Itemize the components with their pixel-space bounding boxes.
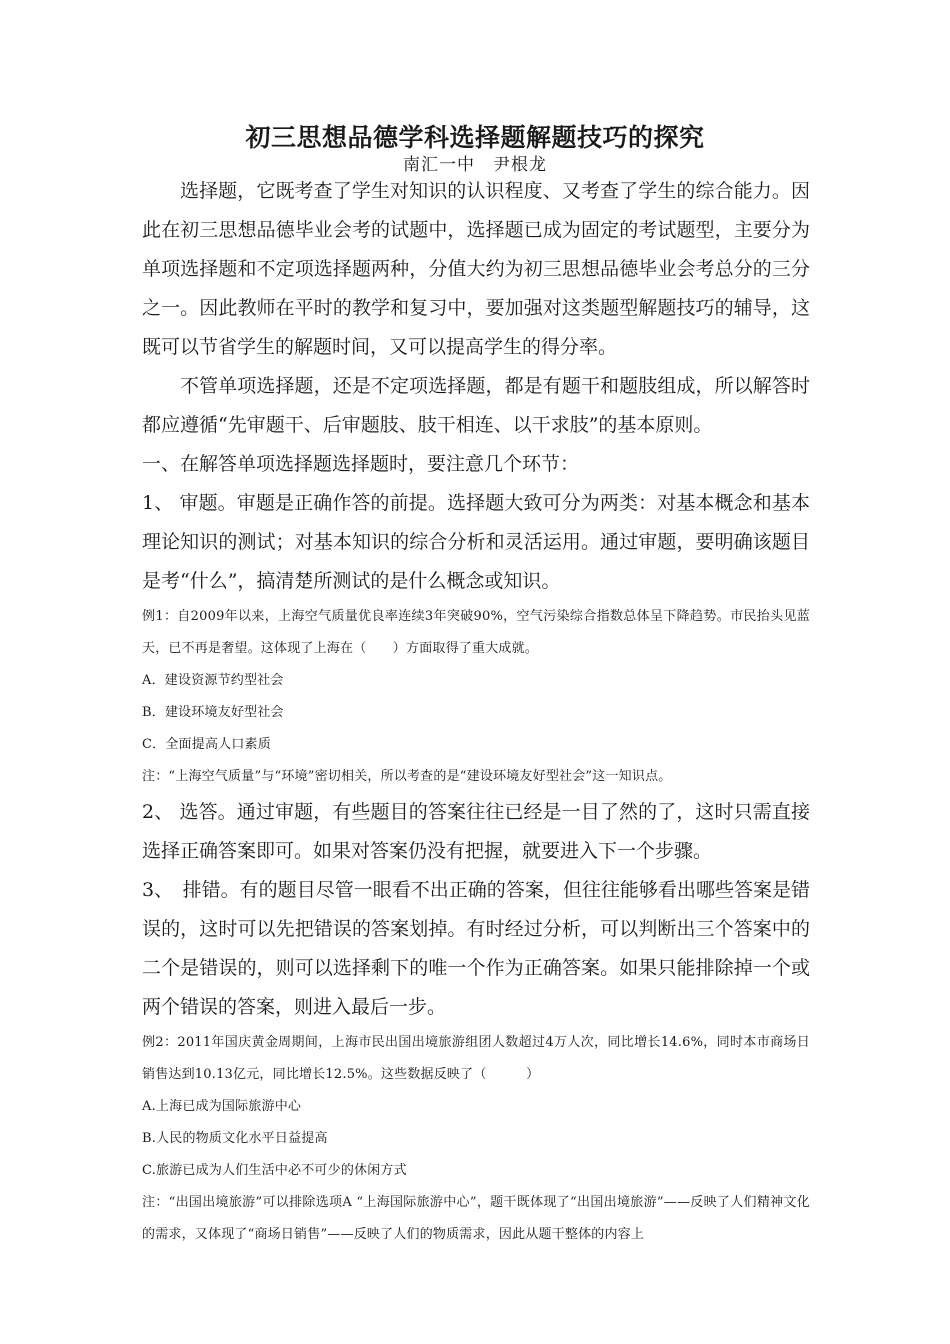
example-2-option-a: A.上海已成为国际旅游中心 bbox=[142, 1099, 302, 1114]
example-2-option-b: B.人民的物质文化水平日益提高 bbox=[142, 1131, 328, 1146]
step-2-paragraph: 2、 选答。通过审题，有些题目的答案往往已经是一目了然的了，这时只需直接选择正确答案即可。如果对答案仍没有把握，就要进入下一个步骤。 bbox=[142, 801, 810, 862]
document-title: 初三思想品德学科选择题解题技巧的探究 bbox=[245, 123, 705, 152]
author-line: 南汇一中 尹根龙 bbox=[403, 155, 547, 175]
principle-paragraph: 不管单项选择题，还是不定项选择题，都是有题干和题肢组成，所以解答时都应遵循“先审题干、后审题肢、肢干相连、以干求肢”的基本原则。 bbox=[142, 375, 810, 436]
example-1-note: 注：“上海空气质量”与“环境”密切相关，所以考查的是“建设环境友好型社会”这一知识点。 bbox=[142, 769, 672, 784]
intro-paragraph: 选择题，它既考查了学生对知识的认识程度、又考查了学生的综合能力。因此在初三思想品德毕业会考的试题中，选择题已成为固定的考试题型，主要分为单项选择题和不定项选择题两种，分值大约为初三思想品德毕业会考总分的三分之一。因此教师在平时的教学和复习中，要加强对这类题型解题技巧的辅导，这既可以节省学生的解题时间，又可以提高学生的得分率。 bbox=[142, 180, 810, 358]
example-2-note: 注：“出国出境旅游”可以排除选项A “上海国际旅游中心”，题干既体现了“出国出境旅游”——反映了人们精神文化的需求，又体现了“商场日销售”——反映了人们的物质需求，因此从题干整体的内容上 bbox=[142, 1195, 810, 1242]
example-2-question: 例2：2011年国庆黄金周期间，上海市民出国出境旅游组团人数超过4万人次，同比增长14.6%，同时本市商场日销售达到10.13亿元，同比增长12.5%。这些数据反映了（ ） bbox=[142, 1035, 810, 1082]
example-1-option-c: C．全面提高人口素质 bbox=[142, 737, 271, 752]
step-1-paragraph: 1、 审题。审题是正确作答的前提。选择题大致可分为两类：对基本概念和基本理论知识的测试；对基本知识的综合分析和灵活运用。通过审题，要明确该题目是考“什么”，搞清楚所测试的是什么概念或知识。 bbox=[142, 492, 810, 592]
step-3-paragraph: 3、 排错。有的题目尽管一眼看不出正确的答案，但往往能够看出哪些答案是错误的，这时可以先把错误的答案划掉。有时经过分析，可以判断出三个答案中的二个是错误的，则可以选择剩下的唯一个作为正确答案。如果只能排除掉一个或两个错误的答案，则进入最后一步。 bbox=[142, 879, 810, 1018]
example-1-option-a: A．建设资源节约型社会 bbox=[142, 673, 284, 688]
example-1-option-b: B．建设环境友好型社会 bbox=[142, 705, 284, 720]
example-1-question: 例1：自2009年以来，上海空气质量优良率连续3年突破90%，空气污染综合指数总体呈下降趋势。市民抬头见蓝天，已不再是奢望。这体现了上海在（ ）方面取得了重大成就。 bbox=[142, 609, 810, 656]
section-heading: 一、在解答单项选择题选择题时，要注意几个环节： bbox=[142, 453, 580, 475]
example-2-option-c: C.旅游已成为人们生活中必不可少的休闲方式 bbox=[142, 1163, 407, 1178]
document-body bbox=[142, 172, 810, 1251]
